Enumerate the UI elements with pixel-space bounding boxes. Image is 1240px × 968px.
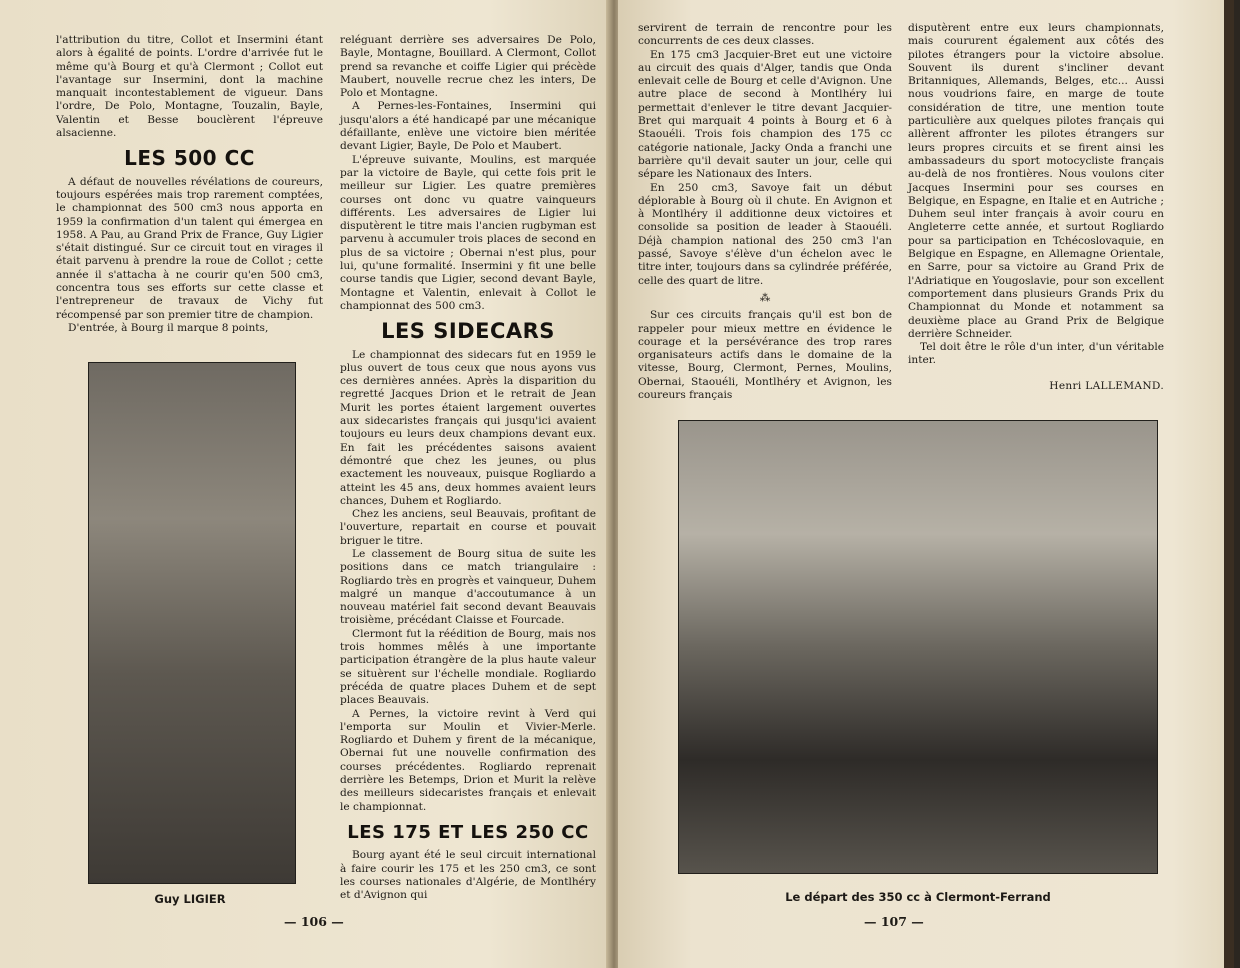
left-col1-top: [56, 34, 323, 140]
paragraph: A Pernes, la victoire revint à Verd qui l'emporta sur Moulin et Vivier-Merle. Rogliardo et Duhem y firent de la mécanique, Obernai fut une nouvelle confirmation des courses précédentes. Rogliardo reprenait derrière les Betemps, Drion et Murit la relève des meilleurs sidecaristes français et enlevait le championnat.: [340, 707, 596, 813]
left-page-number: — 106 —: [284, 914, 344, 929]
paragraph: D'entrée, à Bourg il marque 8 points,: [68, 321, 269, 334]
author-signature: Henri LALLEMAND.: [1049, 379, 1164, 392]
clermont-ferrand-start-photo: [678, 420, 1158, 874]
paragraph: Le classement de Bourg situa de suite les positions dans ce match triangulaire : Rogliardo très en progrès et vainqueur, Duhem malgré un manque d'accoutumance à un nouveau matériel fait second devant Beauvais troisième, précédant Claisse et Fourcade.: [340, 547, 596, 627]
paragraph: reléguant derrière ses adversaires De Polo, Bayle, Montagne, Bouillard. A Clermont, Collot prend sa revanche et coiffe Ligier qui précède Maubert, nouvelle recrue chez les inters, De Polo et Montagne.: [340, 34, 596, 100]
paragraph: L'épreuve suivante, Moulins, est marquée par la victoire de Bayle, qui cette fois prit le meilleur sur Ligier. Les quatre premières courses ont donc vu quatre vainqueurs différents. Les adversaires de Ligier lui disputèrent le titre mais l'ancien rugbyman est parvenu à accumuler trois places de second en plus de sa victoire ; Obernai n'est plus, pour lui, qu'une formalité. Insermini y fit une belle course tandis que Ligier, second devant Bayle, Montagne et Valentin, enlevait à Collot le championnat des 500 cm3.: [340, 153, 596, 312]
heading-175-250cc: LES 175 ET LES 250 CC: [347, 821, 589, 843]
paragraph: servirent de terrain de rencontre pour les concurrents de ces deux classes.: [638, 22, 892, 48]
section-500cc: [56, 176, 323, 336]
paragraph: Sur ces circuits français qu'il est bon de rappeler pour mieux mettre en évidence le courage et la persévérance des trop rares organisateurs actifs dans le domaine de la vitesse, Bourg, Clermont, Pernes, Moulins, Obernai, Staouéli, Montlhéry et Avignon, les coureurs français: [638, 309, 892, 402]
heading-sidecars: LES SIDECARS: [381, 319, 555, 344]
paragraph: A défaut de nouvelles révélations de coureurs, toujours espérées mais trop rarement comptées, le championnat des 500 cm3 nous apporta en 1959 la confirmation d'un talent qui émergea en 1958. A Pau, au Grand Prix de France, Guy Ligier s'était distingué. Sur ce circuit tout en virages il était parvenu à prendre la roue de Collot ; cette année il s'attacha à ne courir qu'en 500 cm3, concentra tous ses efforts sur cette classe et l'entrepreneur de travaux de Vichy fut récompensé par son premier titre de champion.: [56, 175, 323, 321]
section-separator: ⁂: [759, 291, 771, 304]
right-column-2: [908, 22, 1164, 393]
left-column-2: [340, 34, 596, 902]
heading-500cc: LES 500 CC: [124, 146, 255, 171]
paragraph: l'attribution du titre, Collot et Insermini étant alors à égalité de points. L'ordre d'arrivée fut le même qu'à Bourg et qu'à Clermont ; Collot eut l'avantage sur Insermini, dont la machine manquait incontestablement de vigueur. Dans l'ordre, De Polo, Montagne, Touzalin, Bayle, Valentin et Besse bouclèrent l'épreuve alsacienne.: [56, 34, 323, 140]
section-sidecars: [340, 349, 596, 814]
right-col1-top: [638, 22, 892, 288]
guy-ligier-caption: Guy LIGIER: [154, 892, 226, 906]
right-col1-after: [638, 309, 892, 402]
paragraph: En 250 cm3, Savoye fait un début déplorable à Bourg où il chute. En Avignon et à Montlhéry il additionne deux victoires et consolide sa position de leader à Staouéli. Déjà champion national des 250 cm3 l'an passé, Savoye s'élève d'un échelon avec le titre inter, toujours dans sa cylindrée préférée, celle des quart de litre.: [638, 181, 892, 287]
section-175-250cc: [340, 849, 596, 902]
left-page: [0, 0, 610, 968]
right-page-number: — 107 —: [864, 914, 924, 929]
right-column-1: [638, 22, 892, 402]
paragraph: Bourg ayant été le seul circuit international à faire courir les 175 et les 250 cm3, ce sont les courses nationales d'Algérie, de Montlhéry et d'Avignon qui: [340, 849, 596, 902]
paragraph: Le championnat des sidecars fut en 1959 le plus ouvert de tous ceux que nous ayons vus ces dernières années. Après la disparition du regretté Jacques Drion et le retrait de Jean Murit les portes étaient largement ouvertes aux sidecaristes français qui jusqu'ici avaient toujours eu leurs deux champions devant eux. En fait les précédentes saisons avaient démontré que chez les jeunes, ou plus exactement les nouveaux, puisque Rogliardo a atteint les 45 ans, deux hommes avaient leurs chances, Duhem et Rogliardo.: [340, 348, 596, 507]
paragraph: Tel doit être le rôle d'un inter, d'un véritable inter.: [908, 341, 1164, 367]
paragraph: Clermont fut la réédition de Bourg, mais nos trois hommes mêlés à une importante participation étrangère de la plus haute valeur se situèrent sur l'échelle mondiale. Rogliardo précéda de quatre places Duhem et de sept places Beauvais.: [340, 627, 596, 707]
right-page: [618, 0, 1234, 968]
guy-ligier-photo: [88, 362, 296, 884]
left-column-1: [56, 34, 323, 335]
clermont-ferrand-caption: Le départ des 350 cc à Clermont-Ferrand: [785, 890, 1051, 904]
paragraph: disputèrent entre eux leurs championnats, mais coururent également aux côtés des pilotes étrangers pour la victoire absolue. Souvent ils durent s'incliner devant Britanniques, Allemands, Belges, etc... Aussi nous voudrions faire, en marge de toute considération de titre, une mention toute particulière aux quelques pilotes français qui allèrent affronter les pilotes étrangers sur leurs propres circuits et se firent ainsi les ambassadeurs du sport motocycliste français au-delà de nos frontières. Nous voulons citer Jacques Insermini pour ses courses en Belgique, en Espagne, en Italie et en Autriche ; Duhem seul inter français à avoir couru en Angleterre cette année, et surtout Rogliardo pour sa participation en Tchécoslovaquie, en Belgique en Espagne, en Allemagne Orientale, en Sarre, pour sa victoire au Grand Prix de l'Adriatique en Yougoslavie, pour son excellent comportement dans plusieurs Grands Prix du Championnat du Monde et notamment sa deuxième place au Grand Prix de Belgique derrière Schneider.: [908, 22, 1164, 340]
paragraph: A Pernes-les-Fontaines, Insermini qui jusqu'alors a été handicapé par une mécanique défaillante, enlève une victoire bien méritée devant Ligier, Bayle, De Polo et Maubert.: [340, 100, 596, 153]
paragraph: En 175 cm3 Jacquier-Bret eut une victoire au circuit des quais d'Alger, tandis que Onda enlevait celle de Bourg et celle d'Avignon. Une autre place de second à Montlhéry lui permettait d'enlever le titre devant Jacquier-Bret qui marquait 4 points à Bourg et 6 à Staouéli. Trois fois champion des 175 cc catégorie nationale, Jacky Onda a franchi une barrière qu'il devait sauter un jour, celle qui sépare les Nationaux des Inters.: [638, 48, 892, 181]
left-col2-top: [340, 34, 596, 313]
right-col2-body: [908, 22, 1164, 368]
page-edge: [1224, 0, 1234, 968]
paragraph: Chez les anciens, seul Beauvais, profitant de l'ouverture, repartait en course et pouvait briguer le titre.: [340, 508, 596, 547]
